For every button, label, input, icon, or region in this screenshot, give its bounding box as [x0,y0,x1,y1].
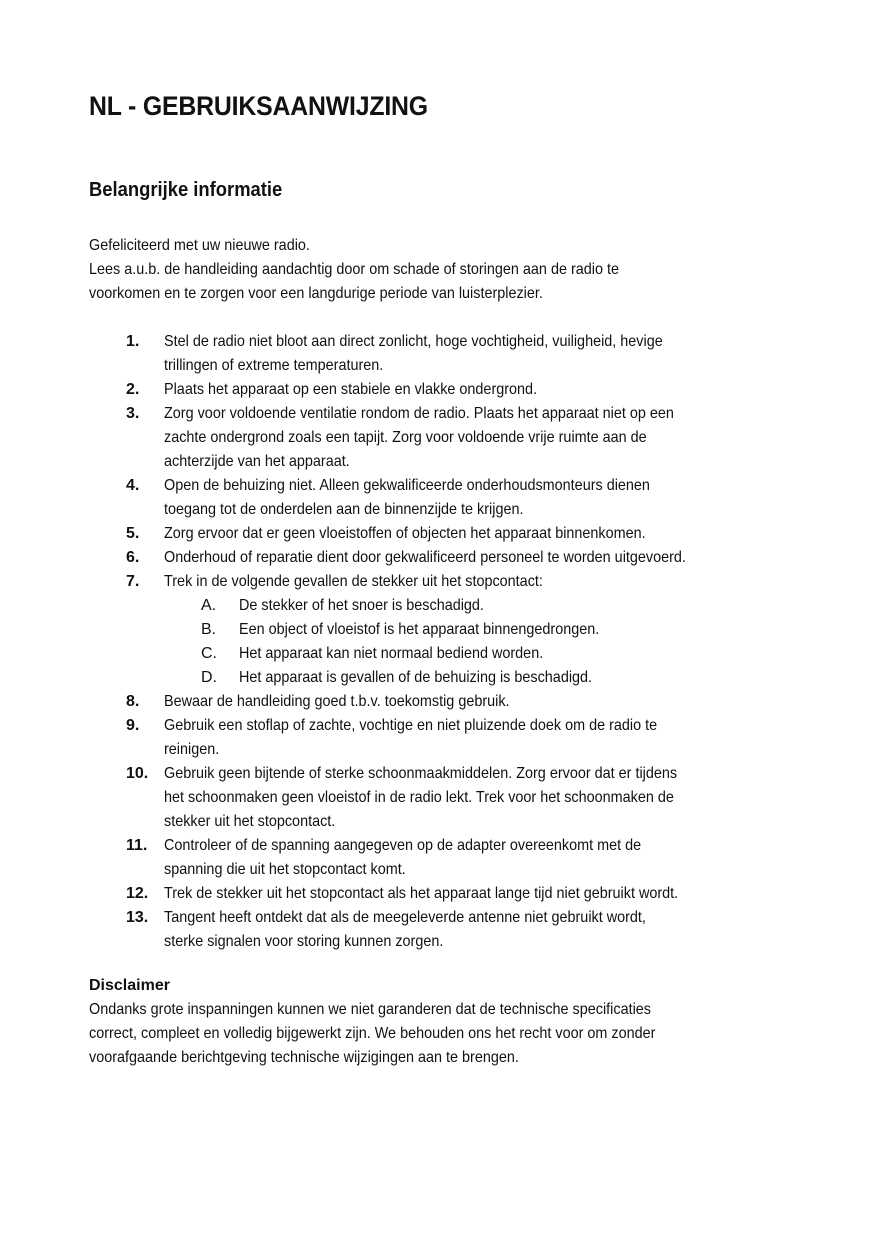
list-item [89,762,809,834]
item-number: 4. [126,477,140,494]
intro-paragraph [89,234,809,306]
list-item [89,882,809,906]
item-number: 11. [126,837,148,854]
list-item [89,402,809,474]
sub-item-letter: A. [201,597,217,614]
disclaimer-heading: Disclaimer [89,977,170,994]
item-number: 5. [126,525,140,542]
sub-item [89,618,809,642]
disclaimer-line: voorafgaande berichtgeving technische wijzigingen aan te brengen. [89,1049,519,1066]
item-number: 2. [126,381,140,398]
item-number: 1. [126,333,140,350]
item-text: Stel de radio niet bloot aan direct zonlicht, hoge vochtigheid, vuiligheid, hevige [164,333,663,350]
sub-item [89,594,809,618]
item-number: 13. [126,909,149,926]
item-text: Zorg ervoor dat er geen vloeistoffen of objecten het apparaat binnenkomen. [164,525,646,542]
item-number: 9. [126,717,140,734]
item-number: 6. [126,549,140,566]
list-item [89,834,809,882]
sub-item-letter: B. [201,621,217,638]
disclaimer-line: Ondanks grote inspanningen kunnen we niet garanderen dat de technische specificaties [89,1001,651,1018]
sub-item-text: Het apparaat kan niet normaal bediend worden. [239,645,544,662]
list-item [89,378,809,402]
item-text: spanning die uit het stopcontact komt. [164,861,406,878]
list-item [89,546,809,570]
sub-item-text: Het apparaat is gevallen of de behuizing is beschadigd. [239,669,593,686]
item-text: Trek in de volgende gevallen de stekker uit het stopcontact: [164,573,543,590]
sub-item-text: De stekker of het snoer is beschadigd. [239,597,484,614]
item-text: toegang tot de onderdelen aan de binnenzijde te krijgen. [164,501,524,518]
sub-item [89,642,809,666]
manual-page [89,88,789,1066]
list-item [89,570,809,594]
item-text: Plaats het apparaat op een stabiele en vlakke ondergrond. [164,381,538,398]
item-number: 12. [126,885,149,902]
item-text: trillingen of extreme temperaturen. [164,357,384,374]
item-text: stekker uit het stopcontact. [164,813,336,830]
item-text: Zorg voor voldoende ventilatie rondom de radio. Plaats het apparaat niet op een [164,405,674,422]
item-text: Onderhoud of reparatie dient door gekwalificeerd personeel te worden uitgevoerd. [164,549,686,566]
item-number: 10. [126,765,149,782]
item-text: Gebruik een stoflap of zachte, vochtige en niet pluizende doek om de radio te [164,717,658,734]
item-text: Bewaar de handleiding goed t.b.v. toekomstig gebruik. [164,693,510,710]
sub-item-text: Een object of vloeistof is het apparaat binnengedrongen. [239,621,600,638]
item-text: zachte ondergrond zoals een tapijt. Zorg voor voldoende vrije ruimte aan de [164,429,647,446]
list-item [89,522,809,546]
item-text: het schoonmaken geen vloeistof in de radio lekt. Trek voor het schoonmaken de [164,789,674,806]
item-text: Open de behuizing niet. Alleen gekwalificeerde onderhoudsmonteurs dienen [164,477,650,494]
item-text: Controleer of de spanning aangegeven op de adapter overeenkomt met de [164,837,642,854]
intro-line: Gefeliciteerd met uw nieuwe radio. [89,237,310,254]
item-text: Trek de stekker uit het stopcontact als het apparaat lange tijd niet gebruikt wordt. [164,885,679,902]
safety-list [89,330,809,954]
list-item [89,330,809,378]
item-text: reinigen. [164,741,220,758]
list-item [89,906,809,954]
sub-item-letter: D. [201,669,217,686]
sub-item-letter: C. [201,645,217,662]
intro-line: voorkomen en te zorgen voor een langdurige periode van luisterplezier. [89,285,543,302]
section-heading: Belangrijke informatie [89,179,283,201]
disclaimer-line: correct, compleet en volledig bijgewerkt zijn. We behouden ons het recht voor om zonder [89,1025,656,1042]
item-text: sterke signalen voor storing kunnen zorgen. [164,933,444,950]
item-number: 3. [126,405,140,422]
item-number: 7. [126,573,140,590]
page-title: NL - GEBRUIKSAANWIJZING [89,91,428,121]
item-text: achterzijde van het apparaat. [164,453,350,470]
disclaimer-paragraph [89,998,809,1070]
intro-line: Lees a.u.b. de handleiding aandachtig door om schade of storingen aan de radio te [89,261,619,278]
list-item [89,690,809,714]
list-item [89,714,809,762]
item-number: 8. [126,693,140,710]
sub-item [89,666,809,690]
item-text: Gebruik geen bijtende of sterke schoonmaakmiddelen. Zorg ervoor dat er tijdens [164,765,678,782]
list-item [89,474,809,522]
item-text: Tangent heeft ontdekt dat als de meegeleverde antenne niet gebruikt wordt, [164,909,646,926]
